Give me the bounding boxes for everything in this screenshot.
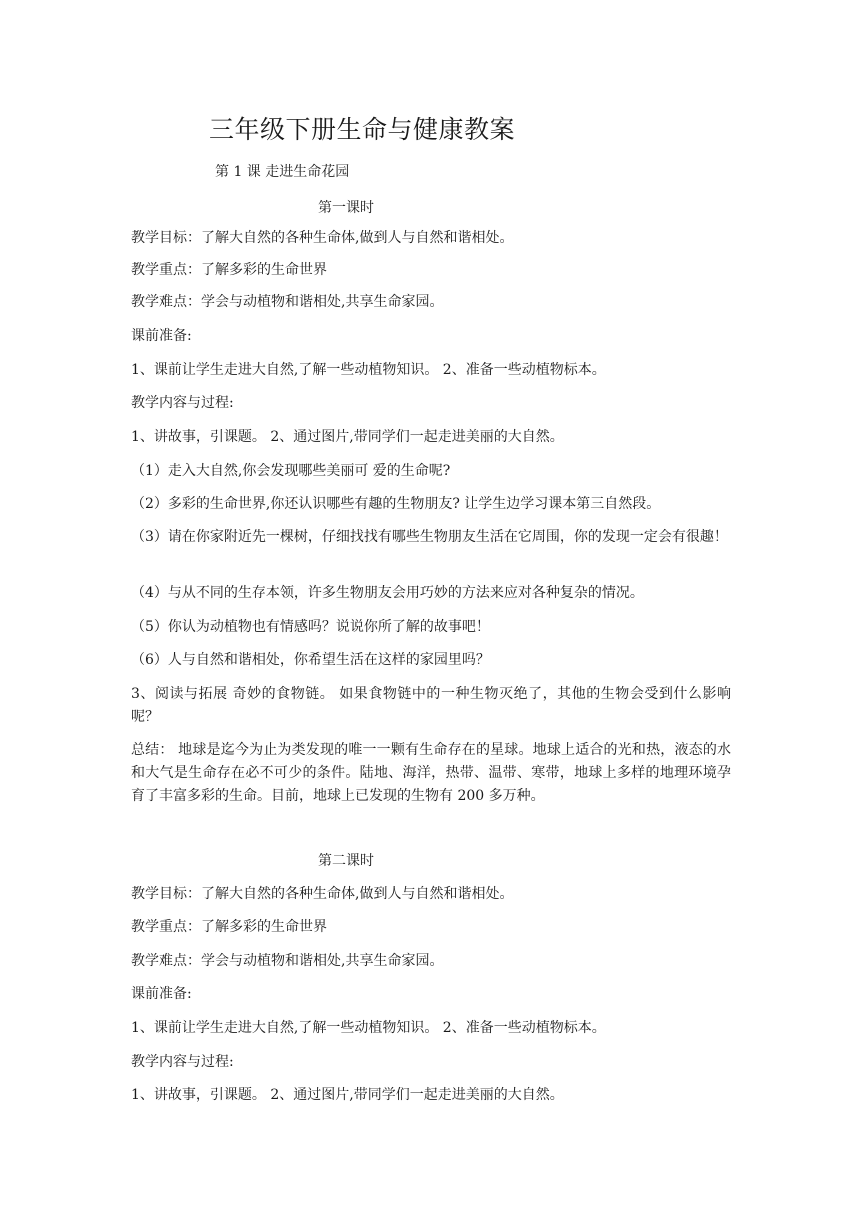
content-heading: 教学内容与过程: [131,395,234,411]
document-title: 三年级下册生命与健康教案 [209,115,516,144]
content-heading-2: 教学内容与过程: [131,1054,234,1070]
preparation-heading-2: 课前准备: [131,986,192,1002]
preparation-items: 1、课前让学生走进大自然,了解一些动植物知识。 2、准备一些动植物标本。 [131,362,606,378]
content-step-3: 3、阅读与拓展 奇妙的食物链。 如果食物链中的一种生物灭绝了，其他的生物会受到什么影响呢？ [131,686,731,725]
content-item-5: （5）你认为动植物也有情感吗？说说你所了解的故事吧！ [131,619,490,635]
teaching-difficulty-2: 教学难点：学会与动植物和谐相处,共享生命家园。 [131,953,444,969]
content-item-6: （6）人与自然和谐相处，你希望生活在这样的家园里吗？ [131,652,490,668]
content-item-3: （3）请在你家附近先一棵树，仔细找找有哪些生物朋友生活在它周围，你的发现一定会有很趣！ [131,529,728,545]
content-item-2: （2）多彩的生命世界,你还认识哪些有趣的生物朋友? 让学生边学习课本第三自然段。 [131,496,661,512]
teaching-focus-2: 教学重点：了解多彩的生命世界 [131,919,327,935]
content-item-4: （4）与从不同的生存本领，许多生物朋友会用巧妙的方法来应对各种复杂的情况。 [131,585,644,601]
summary-paragraph: 总结： 地球是迄今为止为类发现的唯一一颗有生命存在的星球。地球上适合的光和热，液态的水和大气是生命存在必不可少的条件。陆地、海洋，热带、温带、寒带，地球上多样的地理环境孕育了丰富多彩的生命。目前，地球上已发现的生物有 200 多万种。 [131,742,731,804]
content-step-1: 1、讲故事，引课题。 2、通过图片,带同学们一起走进美丽的大自然。 [131,429,564,445]
preparation-heading: 课前准备: [131,328,192,344]
content-step-1-2: 1、讲故事，引课题。 2、通过图片,带同学们一起走进美丽的大自然。 [131,1087,564,1103]
teaching-goal-2: 教学目标：了解大自然的各种生命体,做到人与自然和谐相处。 [131,886,514,902]
preparation-items-2: 1、课前让学生走进大自然,了解一些动植物知识。 2、准备一些动植物标本。 [131,1020,606,1036]
teaching-goal: 教学目标：了解大自然的各种生命体,做到人与自然和谐相处。 [131,230,514,246]
teaching-focus: 教学重点：了解多彩的生命世界 [131,262,327,278]
content-item-1: （1）走入大自然,你会发现哪些美丽可 爱的生命呢? [131,463,451,479]
lesson-title: 第 1 课 走进生命花园 [215,164,350,180]
session-heading-2: 第二课时 [318,853,374,869]
session-heading-1: 第一课时 [318,200,374,216]
teaching-difficulty: 教学难点：学会与动植物和谐相处,共享生命家园。 [131,294,444,310]
